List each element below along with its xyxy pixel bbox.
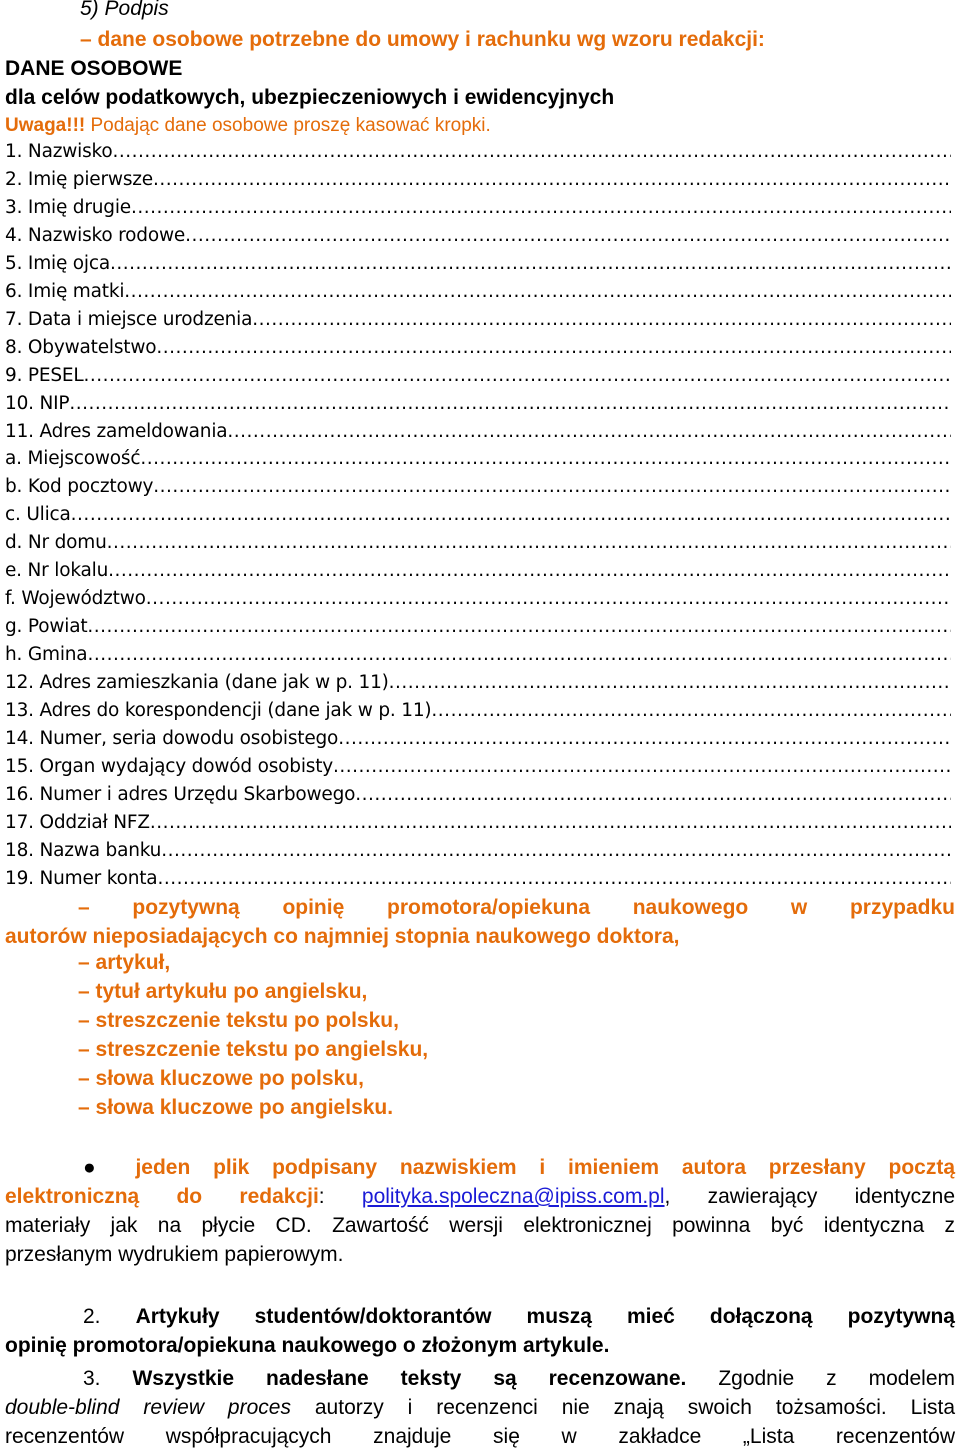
form-field-row xyxy=(5,504,951,532)
electronic-requirement: jeden plik podpisany nazwiskiem i imieniem autora przesłany pocztą xyxy=(135,1156,955,1179)
form-field-fill-dots[interactable] xyxy=(87,616,951,637)
warning-label: Uwaga!!! xyxy=(5,115,91,136)
form-field-fill-dots[interactable] xyxy=(124,281,951,302)
form-field-row xyxy=(5,812,951,840)
item-3-line-2 xyxy=(5,1393,955,1422)
form-field-label: 18. Nazwa banku xyxy=(5,839,162,861)
form-field-label: b. Kod pocztowy xyxy=(5,476,154,498)
item-3-bold: Wszystkie nadesłane teksty są recenzowane. xyxy=(132,1367,687,1390)
form-field-row xyxy=(5,476,951,504)
form-field-row xyxy=(5,644,951,672)
form-field-row xyxy=(5,169,951,197)
required-item: – streszczenie tekstu po angielsku, xyxy=(78,1038,429,1061)
electronic-requirement-cont: elektroniczną do redakcji xyxy=(5,1185,319,1208)
form-field-fill-dots[interactable] xyxy=(252,309,951,330)
form-field-row xyxy=(5,281,951,309)
form-field-row xyxy=(5,868,951,896)
electronic-text: , zawierający identyczne xyxy=(664,1185,955,1208)
form-field-label: 12. Adres zamieszkania (dane jak w p. 11) xyxy=(5,672,389,694)
form-field-row xyxy=(5,700,951,728)
form-field-label: 8. Obywatelstwo xyxy=(5,336,157,358)
item-2-text: Artykuły studentów/doktorantów muszą mieć dołączoną pozytywną xyxy=(135,1305,955,1328)
item-3-number: 3. xyxy=(83,1367,133,1390)
form-field-fill-dots[interactable] xyxy=(153,476,951,497)
form-field-fill-dots[interactable] xyxy=(333,756,951,777)
form-field-fill-dots[interactable] xyxy=(108,560,951,581)
form-field-row xyxy=(5,672,951,700)
form-field-label: 16. Numer i adres Urzędu Skarbowego xyxy=(5,783,356,805)
form-field-label: 6. Imię matki xyxy=(5,280,125,302)
page-title: DANE OSOBOWE xyxy=(5,57,183,80)
form-field-fill-dots[interactable] xyxy=(431,700,951,721)
form-field-row xyxy=(5,393,951,421)
form-field-row xyxy=(5,756,951,784)
electronic-line-4: przesłanym wydrukiem papierowym. xyxy=(5,1243,344,1266)
electronic-line-1 xyxy=(5,1153,955,1182)
form-field-row xyxy=(5,588,951,616)
item-2-line-1 xyxy=(5,1302,955,1331)
form-field-fill-dots[interactable] xyxy=(161,840,951,861)
form-field-fill-dots[interactable] xyxy=(84,365,951,386)
form-field-row xyxy=(5,448,951,476)
form-field-label: 5. Imię ojca xyxy=(5,252,110,274)
required-item: – słowa kluczowe po polsku, xyxy=(78,1067,364,1090)
electronic-line-3: materiały jak na płycie CD. Zawartość wersji elektronicznej powinna być identyczna z xyxy=(5,1214,955,1237)
editorial-email-link[interactable]: polityka.spoleczna@ipiss.com.pl xyxy=(361,1185,665,1208)
form-field-row xyxy=(5,309,951,337)
form-field-fill-dots[interactable] xyxy=(389,672,951,693)
form-field-row xyxy=(5,560,951,588)
form-field-label: c. Ulica xyxy=(5,504,71,526)
form-field-label: 4. Nazwisko rodowe xyxy=(5,224,186,246)
form-field-fill-dots[interactable] xyxy=(71,504,951,525)
personal-data-note: – dane osobowe potrzebne do umowy i rachunku wg wzoru redakcji: xyxy=(80,28,765,51)
opinion-line-1: – pozytywną opinię promotora/opiekuna naukowego w przypadku xyxy=(78,896,955,919)
form-field-fill-dots[interactable] xyxy=(338,728,951,749)
form-field-fill-dots[interactable] xyxy=(146,588,951,609)
form-field-fill-dots[interactable] xyxy=(113,141,952,162)
form-field-row xyxy=(5,141,951,169)
form-field-label: e. Nr lokalu xyxy=(5,560,109,582)
form-field-fill-dots[interactable] xyxy=(150,812,951,833)
form-field-label: f. Województwo xyxy=(5,588,146,610)
form-field-row xyxy=(5,784,951,812)
form-field-fill-dots[interactable] xyxy=(185,225,951,246)
required-item: – streszczenie tekstu po polsku, xyxy=(78,1009,399,1032)
form-field-fill-dots[interactable] xyxy=(110,253,951,274)
form-field-fill-dots[interactable] xyxy=(157,868,951,889)
form-field-row xyxy=(5,337,951,365)
form-field-label: g. Powiat xyxy=(5,616,88,638)
form-field-label: 10. NIP xyxy=(5,392,70,414)
required-item: – artykuł, xyxy=(78,951,171,974)
section-podpis-heading: 5) Podpis xyxy=(80,0,169,20)
form-field-fill-dots[interactable] xyxy=(107,532,951,553)
form-field-fill-dots[interactable] xyxy=(156,337,951,358)
item-3-text-2: autorzy i recenzenci nie znają swoich tożsamości. Lista xyxy=(290,1396,955,1419)
item-3-line-3: recenzentów współpracujących znajduje się w zakładce „Lista recenzentów xyxy=(5,1425,955,1448)
form-field-row xyxy=(5,840,951,868)
form-field-label: 15. Organ wydający dowód osobisty xyxy=(5,755,333,777)
form-field-row xyxy=(5,197,951,225)
form-field-fill-dots[interactable] xyxy=(140,448,951,469)
form-field-row xyxy=(5,421,951,449)
form-field-row xyxy=(5,225,951,253)
form-field-label: 9. PESEL xyxy=(5,364,84,386)
form-field-row xyxy=(5,728,951,756)
form-field-label: d. Nr domu xyxy=(5,532,107,554)
form-field-row xyxy=(5,616,951,644)
form-field-label: 11. Adres zameldowania xyxy=(5,420,228,442)
form-field-label: 13. Adres do korespondencji (dane jak w p. 11) xyxy=(5,700,432,721)
item-2-line-2: opinię promotora/opiekuna naukowego o złożonym artykule. xyxy=(5,1334,610,1357)
form-field-label: 2. Imię pierwsze xyxy=(5,168,153,190)
required-item: – słowa kluczowe po angielsku. xyxy=(78,1096,394,1119)
warning-note xyxy=(5,115,491,137)
form-field-label: 7. Data i miejsce urodzenia xyxy=(5,308,253,330)
form-field-fill-dots[interactable] xyxy=(153,169,951,190)
form-field-label: h. Gmina xyxy=(5,644,88,666)
form-field-fill-dots[interactable] xyxy=(355,784,951,805)
required-item: – tytuł artykułu po angielsku, xyxy=(78,980,368,1003)
electronic-line-2 xyxy=(5,1182,955,1211)
form-field-label: 17. Oddział NFZ xyxy=(5,811,150,833)
item-3-line-1 xyxy=(5,1364,955,1393)
opinion-line-2: autorów nieposiadających co najmniej stopnia naukowego doktora, xyxy=(5,925,680,948)
item-2-number: 2. xyxy=(83,1305,136,1328)
form-field-label: 14. Numer, seria dowodu osobistego xyxy=(5,727,339,749)
form-field-row xyxy=(5,532,951,560)
form-field-label: 19. Numer konta xyxy=(5,867,158,889)
form-field-label: 1. Nazwisko xyxy=(5,141,113,162)
bullet-icon: ● xyxy=(83,1156,113,1179)
form-field-fill-dots[interactable] xyxy=(227,421,951,442)
form-field-label: a. Miejscowość xyxy=(5,448,141,470)
form-field-fill-dots[interactable] xyxy=(69,393,951,414)
item-3-text: Zgodnie z modelem xyxy=(686,1367,955,1390)
item-3-italic: double-blind review proces xyxy=(5,1396,291,1419)
page-subtitle: dla celów podatkowych, ubezpieczeniowych i ewidencyjnych xyxy=(5,86,615,109)
colon: : xyxy=(318,1185,362,1208)
form-field-fill-dots[interactable] xyxy=(87,644,951,665)
form-field-row xyxy=(5,253,951,281)
form-field-fill-dots[interactable] xyxy=(131,197,951,218)
form-field-label: 3. Imię drugie xyxy=(5,196,131,218)
warning-text: Podając dane osobowe proszę kasować kropki. xyxy=(90,115,491,136)
form-field-row xyxy=(5,365,951,393)
